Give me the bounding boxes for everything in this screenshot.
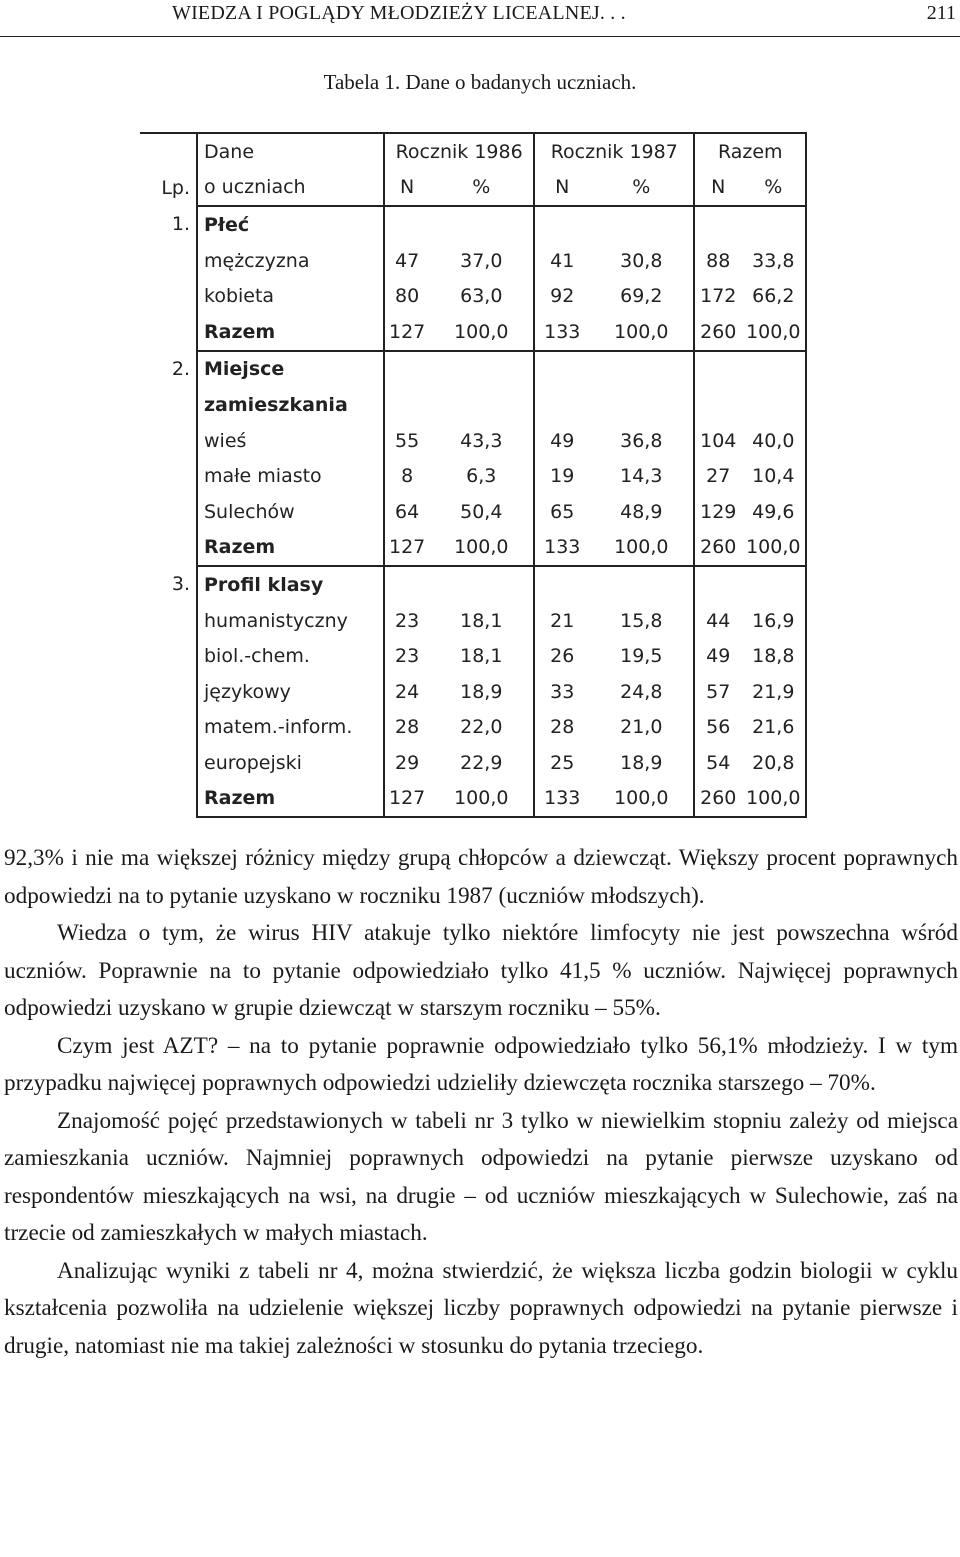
value-cell: 40,0 xyxy=(741,423,806,459)
row-number xyxy=(140,781,197,818)
empty-cell xyxy=(534,206,589,243)
table-row xyxy=(140,603,806,639)
value-cell: 66,2 xyxy=(741,278,806,314)
table-row xyxy=(140,423,806,459)
total-value-cell: 100,0 xyxy=(429,781,534,818)
value-cell: 18,8 xyxy=(741,638,806,674)
empty-cell xyxy=(429,566,534,603)
paragraph: Czym jest AZT? – na to pytanie poprawnie odpowiedziało tylko 56,1% młodzieży. I w tym przypadku najwięcej poprawnych odpowiedzi udzieliły dziewczęta rocznika starszego – 70%. xyxy=(4,1032,958,1096)
total-label: Razem xyxy=(197,530,384,567)
row-number xyxy=(140,745,197,781)
value-cell: 48,9 xyxy=(620,500,663,523)
table-row xyxy=(140,745,806,781)
row-label: mężczyzna xyxy=(197,243,384,279)
value-cell: 25 xyxy=(534,745,589,781)
value-cell: 23 xyxy=(384,603,429,639)
row-number: 3. xyxy=(171,573,190,596)
total-value-cell: 100,0 xyxy=(614,536,669,559)
section-title-row xyxy=(140,387,806,423)
row-label: humanistyczny xyxy=(197,603,384,639)
row-number xyxy=(140,387,197,423)
value-cell: 41 xyxy=(534,243,589,279)
row-label: kobieta xyxy=(197,278,384,314)
total-value-cell: 100,0 xyxy=(454,320,509,343)
empty-cell xyxy=(429,206,534,243)
section-title-row xyxy=(140,351,806,388)
value-cell: 64 xyxy=(384,494,429,530)
empty-cell xyxy=(694,387,741,423)
value-cell: 56 xyxy=(694,710,741,746)
table-header-row-2 xyxy=(140,170,806,207)
value-cell: 15,8 xyxy=(620,609,663,632)
total-value-cell: 100,0 xyxy=(589,781,694,818)
row-number xyxy=(140,638,197,674)
value-cell: 37,0 xyxy=(460,249,503,272)
value-cell: 88 xyxy=(694,243,741,279)
total-value-cell: 127 xyxy=(384,314,429,351)
value-cell: 21,6 xyxy=(741,710,806,746)
header-cell: Rocznik 1987 xyxy=(534,133,694,170)
header-cell: N xyxy=(694,170,741,207)
row-number: 1. xyxy=(171,213,190,236)
value-cell: 43,3 xyxy=(460,429,503,452)
table-row xyxy=(140,638,806,674)
value-cell: 24,8 xyxy=(620,680,663,703)
total-row xyxy=(140,530,806,567)
value-cell: 14,3 xyxy=(620,465,663,488)
section-title: zamieszkania xyxy=(197,387,384,423)
section-title: Płeć xyxy=(197,206,384,243)
empty-cell xyxy=(694,566,741,603)
paragraph: Analizując wyniki z tabeli nr 4, można stwierdzić, że większa liczba godzin biologii w cyklu kształcenia pozwoliła na udzielenie większej liczby poprawnych odpowiedzi na pytanie pierwsze i drugie, natomiast nie ma takiej zależności w stosunku do pytania trzeciego. xyxy=(4,1257,958,1359)
value-cell: 10,4 xyxy=(741,458,806,494)
section-title-row xyxy=(140,206,806,243)
empty-cell xyxy=(694,206,741,243)
value-cell: 23 xyxy=(384,638,429,674)
empty-cell xyxy=(589,566,694,603)
value-cell: 18,9 xyxy=(460,680,503,703)
total-value-cell: 100,0 xyxy=(741,781,806,818)
header-cell: Dane xyxy=(197,133,384,170)
value-cell: 28 xyxy=(534,710,589,746)
empty-cell xyxy=(694,351,741,388)
total-value-cell: 133 xyxy=(534,530,589,567)
value-cell: 172 xyxy=(694,278,741,314)
empty-cell xyxy=(741,566,806,603)
value-cell: 22,9 xyxy=(460,751,503,774)
header-cell: N xyxy=(534,170,589,207)
table-caption: Tabela 1. Dane o badanych uczniach. xyxy=(323,70,637,94)
value-cell: 63,0 xyxy=(460,285,503,308)
section-title: Miejsce xyxy=(197,351,384,388)
table-header-row-1 xyxy=(140,133,806,170)
value-cell: 47 xyxy=(384,243,429,279)
total-row xyxy=(140,781,806,818)
value-cell: 49 xyxy=(694,638,741,674)
total-value-cell: 260 xyxy=(694,530,741,567)
header-cell: Razem xyxy=(694,133,806,170)
header-cell: % xyxy=(632,176,651,199)
empty-cell xyxy=(384,206,429,243)
value-cell: 19,5 xyxy=(620,645,663,668)
value-cell: 55 xyxy=(384,423,429,459)
total-value-cell: 127 xyxy=(384,781,429,818)
value-cell: 50,4 xyxy=(460,500,503,523)
total-value-cell: 100,0 xyxy=(741,314,806,351)
value-cell: 49 xyxy=(534,423,589,459)
empty-cell xyxy=(589,351,694,388)
section-title: Profil klasy xyxy=(197,566,384,603)
value-cell: 21,0 xyxy=(620,716,663,739)
header-cell: % xyxy=(741,170,806,207)
total-value-cell: 260 xyxy=(694,314,741,351)
value-cell: 21 xyxy=(534,603,589,639)
value-cell: 44 xyxy=(694,603,741,639)
row-label: Sulechów xyxy=(197,494,384,530)
section-title-row xyxy=(140,566,806,603)
table-row xyxy=(140,494,806,530)
value-cell: 49,6 xyxy=(741,494,806,530)
total-value-cell: 127 xyxy=(384,530,429,567)
row-number xyxy=(140,278,197,314)
value-cell: 22,0 xyxy=(460,716,503,739)
empty-cell xyxy=(534,387,589,423)
empty-cell xyxy=(534,351,589,388)
row-label: małe miasto xyxy=(197,458,384,494)
value-cell: 30,8 xyxy=(620,249,663,272)
row-number xyxy=(140,458,197,494)
value-cell: 18,1 xyxy=(460,645,503,668)
total-row xyxy=(140,314,806,351)
body-text xyxy=(4,840,958,1365)
empty-cell xyxy=(589,387,694,423)
paragraph: Wiedza o tym, że wirus HIV atakuje tylko niektóre limfocyty nie jest powszechna wśród uczniów. Poprawnie na to pytanie odpowiedziało tylko 41,5 % uczniów. Najwięcej poprawnych odpowiedzi uzyskano w grupie dziewcząt w starszym roczniku – 55%. xyxy=(4,920,958,1021)
student-data-table xyxy=(140,132,807,818)
value-cell: 18,9 xyxy=(620,751,663,774)
row-label: europejski xyxy=(197,745,384,781)
paragraph: 92,3% i nie ma większej różnicy między grupą chłopców a dziewcząt. Większy procent poprawnych odpowiedzi na to pytanie uzyskano w roczniku 1987 (uczniów młodszych). xyxy=(4,845,958,909)
total-value-cell: 100,0 xyxy=(454,536,509,559)
header-cell xyxy=(140,133,197,170)
row-number: 2. xyxy=(171,357,190,380)
empty-cell xyxy=(741,351,806,388)
row-label: wieś xyxy=(197,423,384,459)
empty-cell xyxy=(429,351,534,388)
paragraph: Znajomość pojęć przedstawionych w tabeli nr 3 tylko w niewielkim stopniu zależy od miejsca zamieszkania uczniów. Najmniej poprawnych odpowiedzi na pytanie pierwsze uzyskano od respondentów mieszkających na wsi, na drugie – od uczniów mieszkających w Sulechowie, zaś na trzecie od zamieszkałych w małych miastach. xyxy=(4,1107,958,1246)
row-number xyxy=(140,243,197,279)
value-cell: 92 xyxy=(534,278,589,314)
row-label: biol.-chem. xyxy=(197,638,384,674)
table-row xyxy=(140,710,806,746)
empty-cell xyxy=(741,387,806,423)
table-row xyxy=(140,674,806,710)
empty-cell xyxy=(429,387,534,423)
value-cell: 16,9 xyxy=(741,603,806,639)
value-cell: 29 xyxy=(384,745,429,781)
value-cell: 57 xyxy=(694,674,741,710)
row-number xyxy=(140,603,197,639)
table-body xyxy=(140,133,806,817)
empty-cell xyxy=(534,566,589,603)
value-cell: 28 xyxy=(384,710,429,746)
row-number xyxy=(140,710,197,746)
running-header xyxy=(0,0,960,37)
value-cell: 80 xyxy=(384,278,429,314)
value-cell: 27 xyxy=(694,458,741,494)
value-cell: 33 xyxy=(534,674,589,710)
empty-cell xyxy=(384,387,429,423)
value-cell: 19 xyxy=(534,458,589,494)
running-title: WIEDZA I POGLĄDY MŁODZIEŻY LICEALNEJ. . . xyxy=(172,2,626,24)
empty-cell xyxy=(384,351,429,388)
value-cell: 54 xyxy=(694,745,741,781)
header-cell: N xyxy=(384,170,429,207)
total-label: Razem xyxy=(197,314,384,351)
row-label: matem.-inform. xyxy=(197,710,384,746)
page-number: 211 xyxy=(926,2,956,24)
value-cell: 6,3 xyxy=(466,465,497,488)
value-cell: 20,8 xyxy=(741,745,806,781)
value-cell: 36,8 xyxy=(620,429,663,452)
value-cell: 129 xyxy=(694,494,741,530)
header-cell: % xyxy=(472,176,491,199)
total-value-cell: 260 xyxy=(694,781,741,818)
empty-cell xyxy=(741,206,806,243)
value-cell: 24 xyxy=(384,674,429,710)
row-label: językowy xyxy=(197,674,384,710)
table-row xyxy=(140,278,806,314)
table-row xyxy=(140,243,806,279)
empty-cell xyxy=(384,566,429,603)
header-cell: Rocznik 1986 xyxy=(384,133,534,170)
header-cell: Lp. xyxy=(161,176,190,199)
value-cell: 26 xyxy=(534,638,589,674)
row-number xyxy=(140,674,197,710)
value-cell: 69,2 xyxy=(620,285,663,308)
row-number xyxy=(140,530,197,567)
value-cell: 8 xyxy=(384,458,429,494)
total-value-cell: 133 xyxy=(534,781,589,818)
value-cell: 33,8 xyxy=(741,243,806,279)
total-value-cell: 100,0 xyxy=(741,530,806,567)
value-cell: 18,1 xyxy=(460,609,503,632)
total-value-cell: 133 xyxy=(534,314,589,351)
table-row xyxy=(140,458,806,494)
total-value-cell: 100,0 xyxy=(614,320,669,343)
header-cell: o uczniach xyxy=(197,170,384,207)
total-label: Razem xyxy=(197,781,384,818)
empty-cell xyxy=(589,206,694,243)
value-cell: 65 xyxy=(534,494,589,530)
row-number xyxy=(140,423,197,459)
value-cell: 104 xyxy=(694,423,741,459)
row-number xyxy=(140,314,197,351)
row-number xyxy=(140,494,197,530)
value-cell: 21,9 xyxy=(741,674,806,710)
